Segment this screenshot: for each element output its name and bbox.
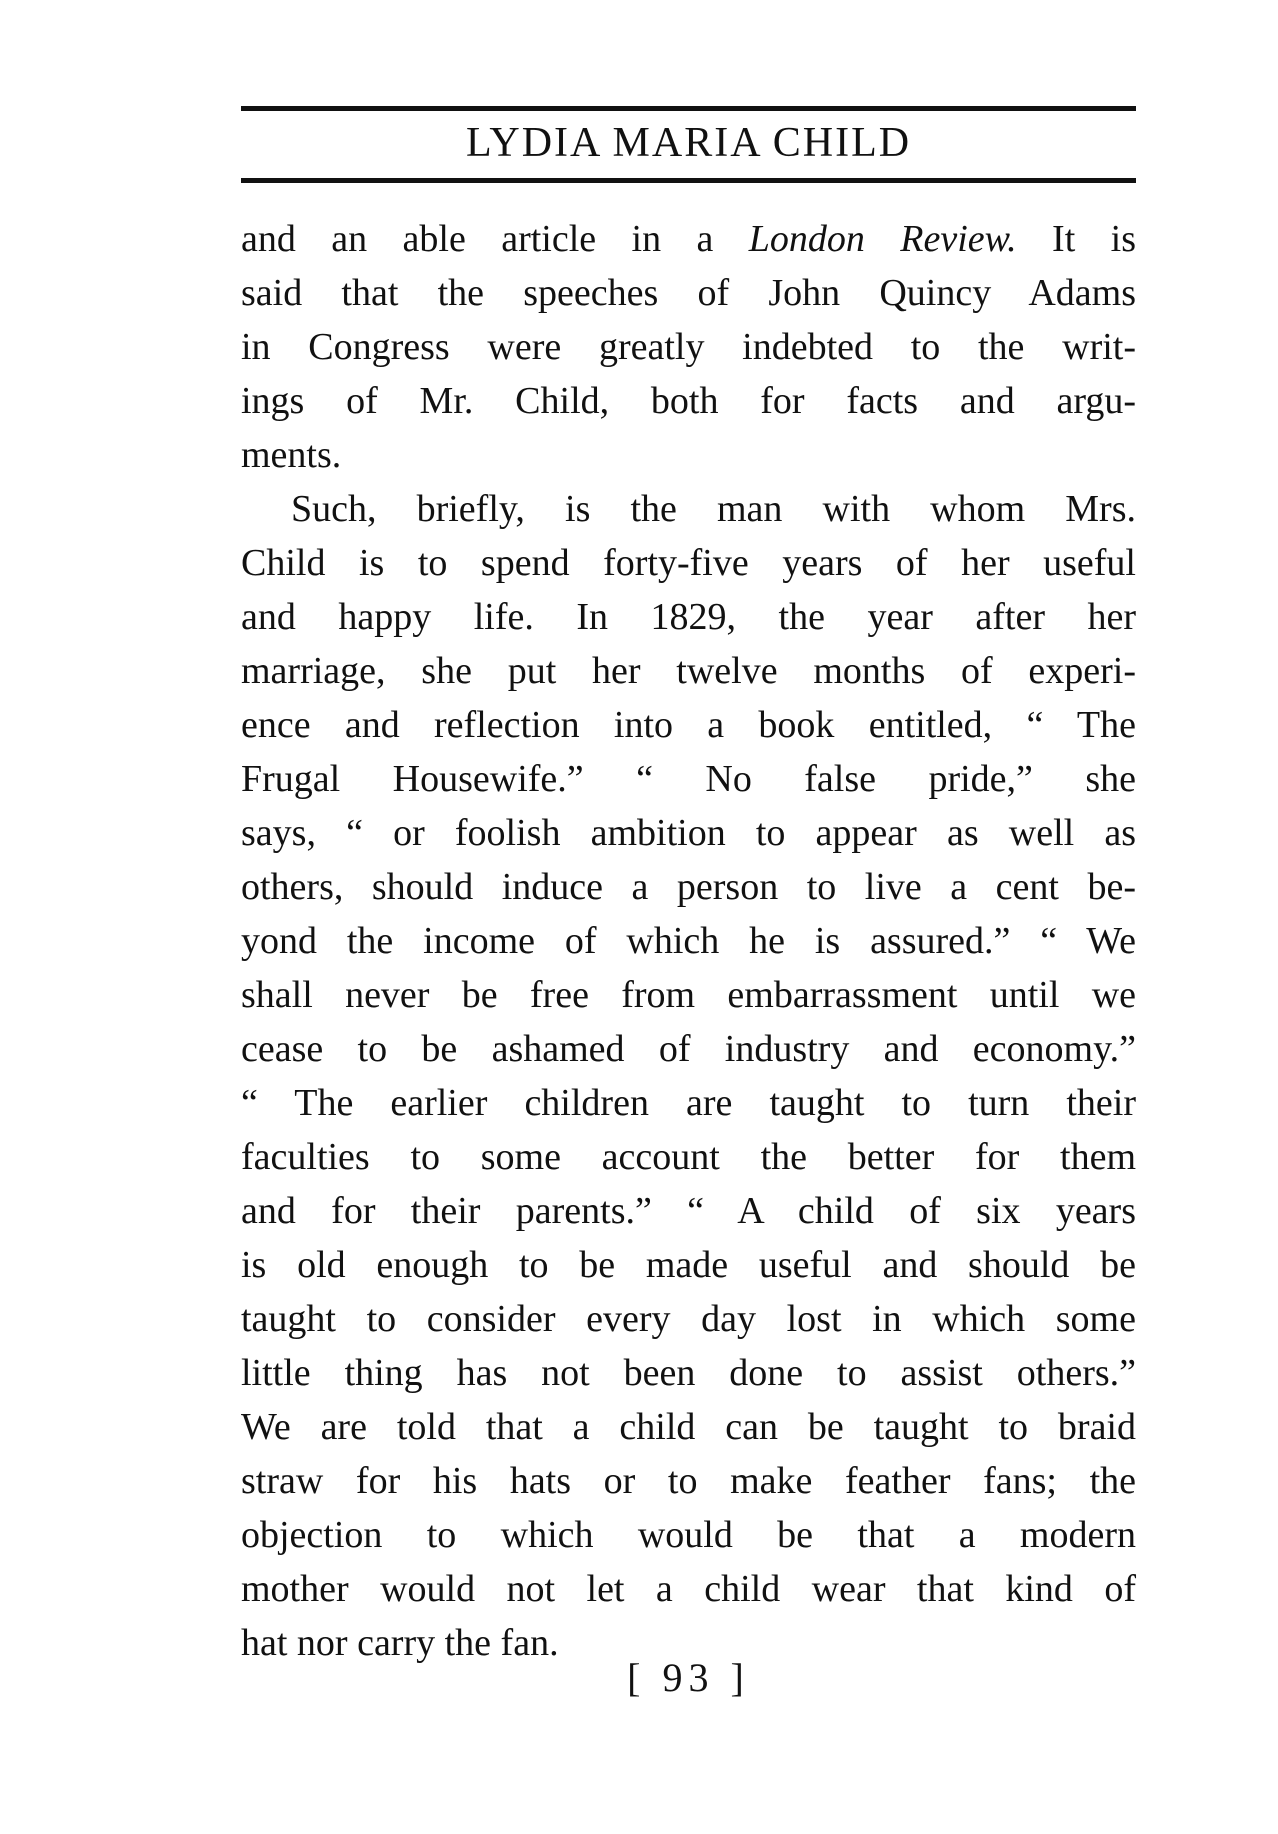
text-line: shall never be free from embarrassment until we [241,974,1136,1016]
text-line: ence and reflection into a book entitled, “ The [241,704,1136,746]
text-line: marriage, she put her twelve months of experi- [241,650,1136,692]
body-text [241,212,1136,1670]
text-line [241,212,1136,266]
text-line: Such, briefly, is the man with whom Mrs. [291,488,1136,530]
text-line: Frugal Housewife.” “ No false pride,” she [241,758,1136,800]
text-line: ings of Mr. Child, both for facts and argu- [241,380,1136,422]
text-line: and for their parents.” “ A child of six years [241,1190,1136,1232]
text-line: straw for his hats or to make feather fans; the [241,1460,1136,1502]
text-line: objection to which would be that a modern [241,1514,1136,1556]
text-segment: It is [1016,218,1136,260]
text-line: said that the speeches of John Quincy Adams [241,272,1136,314]
text-line: cease to be ashamed of industry and economy.” [241,1028,1136,1070]
text-line: We are told that a child can be taught to braid [241,1406,1136,1448]
italic-title: London Review. [748,218,1017,260]
header-rule-top [241,106,1136,111]
text-line: in Congress were greatly indebted to the writ- [241,326,1136,368]
running-head: LYDIA MARIA CHILD [465,120,912,166]
text-line: “ The earlier children are taught to turn their [241,1082,1136,1124]
text-line: yond the income of which he is assured.” “ We [241,920,1136,962]
text-line: mother would not let a child wear that kind of [241,1568,1136,1610]
header-rule-bottom [241,178,1136,183]
text-line: faculties to some account the better for them [241,1136,1136,1178]
text-line: others, should induce a person to live a cent be- [241,866,1136,908]
text-line: is old enough to be made useful and should be [241,1244,1136,1286]
text-line: taught to consider every day lost in which some [241,1298,1136,1340]
text-line: and happy life. In 1829, the year after her [241,596,1136,638]
page-number: [ 93 ] [627,1655,750,1700]
text-segment: and an able article in a [241,218,749,260]
text-line: little thing has not been done to assist others.” [241,1352,1136,1394]
text-line: ments. [241,434,342,476]
text-line: hat nor carry the fan. [241,1622,559,1664]
text-line: says, “ or foolish ambition to appear as well as [241,812,1136,854]
text-line: Child is to spend forty-five years of her useful [241,542,1136,584]
